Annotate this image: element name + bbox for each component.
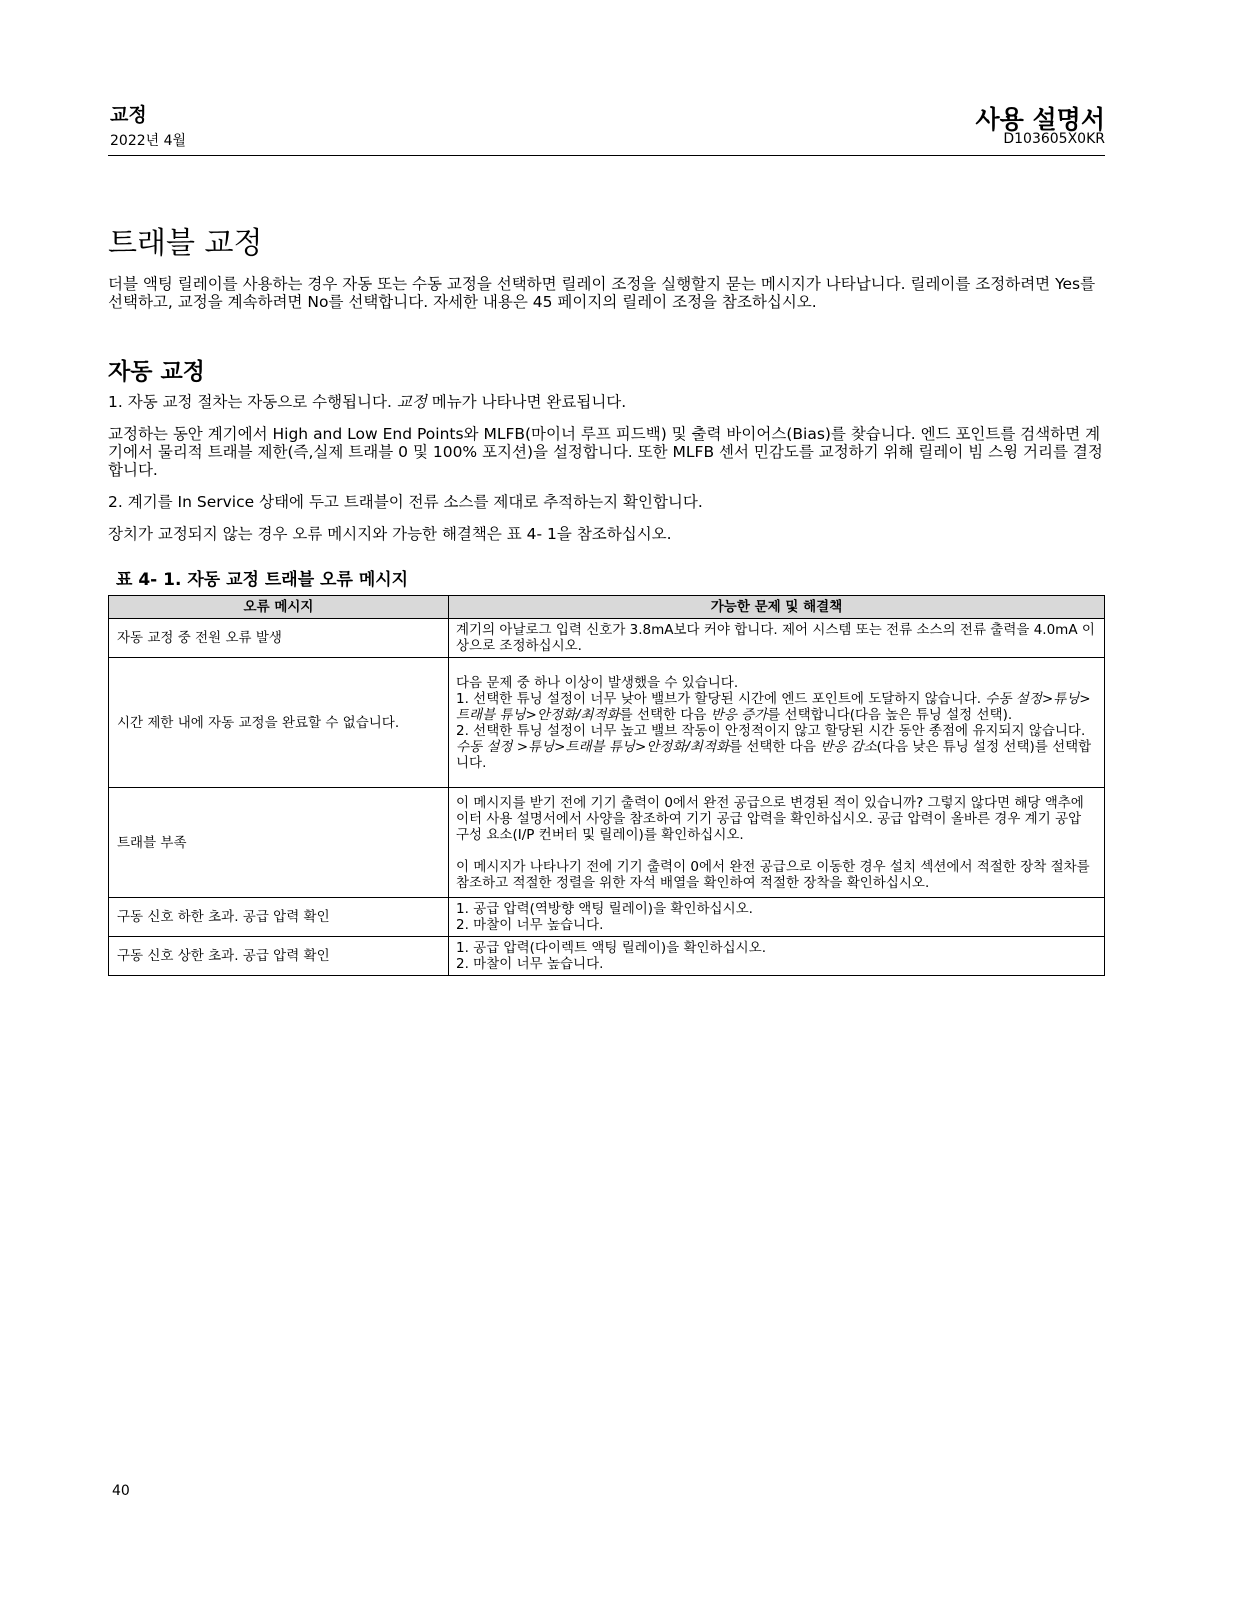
auto-calibration-step-1: 1. 자동 교정 절차는 자동으로 수행됩니다. 교정 메뉴가 나타나면 완료됩니다. bbox=[108, 393, 627, 411]
error-message-cell: 자동 교정 중 전원 오류 발생 bbox=[109, 619, 449, 658]
solution-cell: 1. 공급 압력(역방향 액팅 릴레이)을 확인하십시오. 2. 마찰이 너무 높습니다. bbox=[449, 898, 1105, 937]
error-message-cell: 트래블 부족 bbox=[109, 788, 449, 898]
error-message-cell: 시간 제한 내에 자동 교정을 완료할 수 없습니다. bbox=[109, 658, 449, 788]
auto-calibration-heading: 자동 교정 bbox=[108, 359, 205, 385]
travel-calibration-heading: 트래블 교정 bbox=[108, 226, 263, 261]
header-doc-number: D103605X0KR bbox=[1003, 131, 1105, 147]
page-number: 40 bbox=[112, 1483, 130, 1499]
table-header-row bbox=[109, 596, 1105, 619]
table-row bbox=[109, 937, 1105, 976]
error-message-table bbox=[108, 595, 1105, 976]
header-section-title: 교정 bbox=[110, 104, 147, 126]
table-header-solution: 가능한 문제 및 해결책 bbox=[449, 596, 1105, 619]
table-header-message: 오류 메시지 bbox=[109, 596, 449, 619]
solution-cell: 1. 공급 압력(다이렉트 액팅 릴레이)을 확인하십시오. 2. 마찰이 너무 높습니다. bbox=[449, 937, 1105, 976]
table-reference: 장치가 교정되지 않는 경우 오류 메시지와 가능한 해결책은 표 4- 1을 참조하십시오. bbox=[108, 525, 672, 543]
solution-cell: 이 메시지를 받기 전에 기기 출력이 0에서 완전 공급으로 변경된 적이 있습니까? 그렇지 않다면 해당 액추에이터 사용 설명서에서 사양을 참조하여 기기 공급 압력을 확인하십시오. 공급 압력이 올바른 경우 계기 공압 구성 요소(I/P 컨버터 및 릴레이)를 확인하십시오. 이 메시지가 나타나기 전에 기기 출력이 0에서 완전 공급으로 이동한 경우 설치 섹션에서 적절한 장착 절차를 참조하고 적절한 정렬을 위한 자석 배열을 확인하여 적절한 장착을 확인하십시오. bbox=[449, 788, 1105, 898]
table-caption: 표 4- 1. 자동 교정 트래블 오류 메시지 bbox=[116, 570, 409, 590]
calibration-menu-ref: 교정 bbox=[396, 393, 427, 411]
travel-calibration-intro: 더블 액팅 릴레이를 사용하는 경우 자동 또는 수동 교정을 선택하면 릴레이 조정을 실행할지 묻는 메시지가 나타납니다. 릴레이를 조정하려면 Yes를 선택하고, 교정을 계속하려면 No를 선택합니다. 자세한 내용은 45 페이지의 릴레이 조정을 참조하십시오. bbox=[108, 275, 1096, 311]
table-row bbox=[109, 788, 1105, 898]
auto-calibration-step-2: 2. 계기를 In Service 상태에 두고 트래블이 전류 소스를 제대로 추적하는지 확인합니다. bbox=[108, 493, 703, 511]
error-message-cell: 구동 신호 하한 초과. 공급 압력 확인 bbox=[109, 898, 449, 937]
solution-cell: 다음 문제 중 하나 이상이 발생했을 수 있습니다. 1. 선택한 튜닝 설정이 너무 낮아 밸브가 할당된 시간에 엔드 포인트에 도달하지 않습니다. 수동 설정>튜닝>트래블 튜닝>안정화/최적화를 선택한 다음 반응 증가를 선택합니다(다음 높은 튜닝 설정 선택). 2. 선택한 튜닝 설정이 너무 높고 밸브 작동이 안정적이지 않고 할당된 시간 동안 종점에 유지되지 않습니다. 수동 설정 >튜닝>트래블 튜닝>안정화/최적화를 선택한 다음 반응 감소(다음 낮은 튜닝 설정 선택)를 선택합니다. bbox=[449, 658, 1105, 788]
header-divider bbox=[108, 155, 1105, 156]
main-content bbox=[108, 225, 1105, 976]
table-row bbox=[109, 658, 1105, 788]
auto-calibration-description: 교정하는 동안 계기에서 High and Low End Points와 MLFB(마이너 루프 피드백) 및 출력 바이어스(Bias)를 찾습니다. 엔드 포인트를 검색하면 계기에서 물리적 트래블 제한(즉,실제 트래블 0 및 100% 포지션)을 설정합니다. 또한 MLFB 센서 민감도를 교정하기 위해 릴레이 빔 스윙 거리를 결정합니다. bbox=[108, 425, 1103, 479]
table-row bbox=[109, 619, 1105, 658]
header-manual-title: 사용 설명서 bbox=[975, 105, 1105, 134]
table-row bbox=[109, 898, 1105, 937]
error-message-cell: 구동 신호 상한 초과. 공급 압력 확인 bbox=[109, 937, 449, 976]
header-date: 2022년 4월 bbox=[110, 133, 187, 149]
solution-cell: 계기의 아날로그 입력 신호가 3.8mA보다 커야 합니다. 제어 시스템 또는 전류 소스의 전류 출력을 4.0mA 이상으로 조정하십시오. bbox=[449, 619, 1105, 658]
